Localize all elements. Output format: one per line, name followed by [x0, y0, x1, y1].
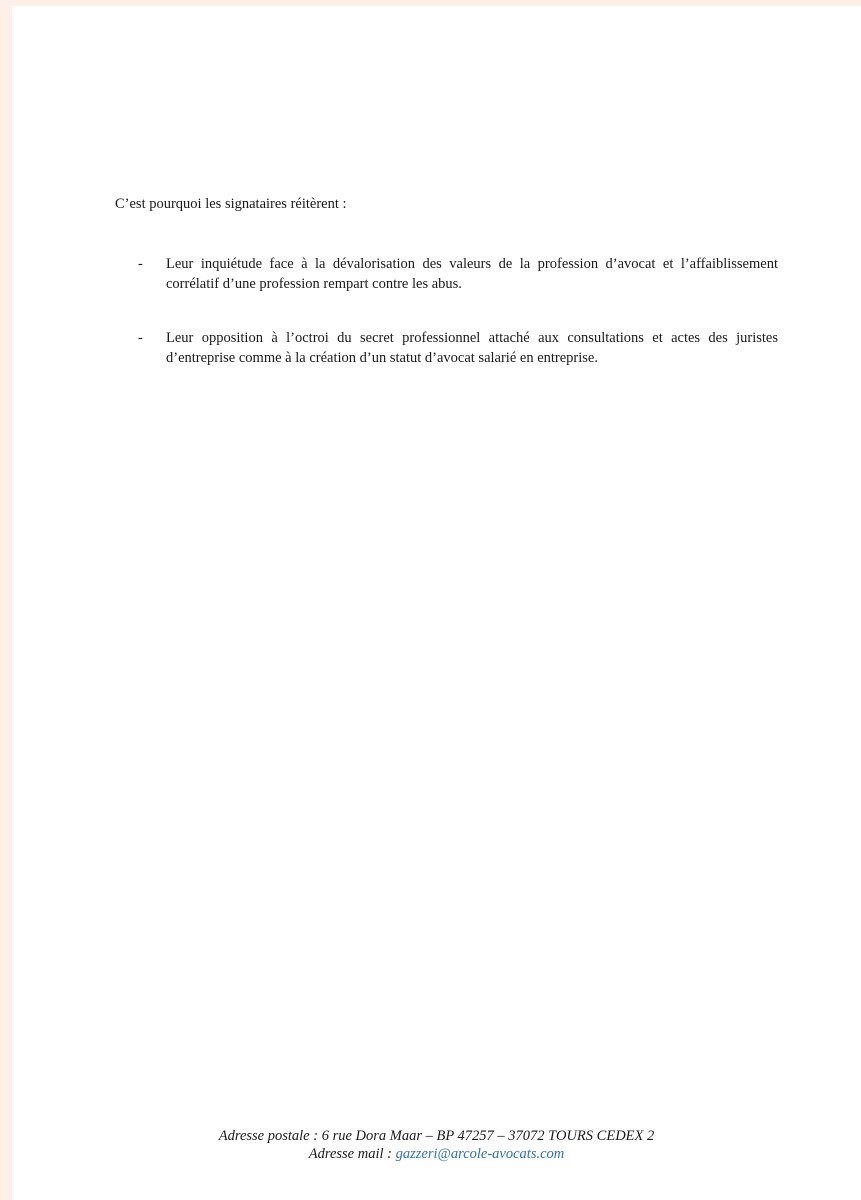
footer-mail-link[interactable]: gazzeri@arcole-avocats.com	[395, 1146, 565, 1162]
bullet-list	[138, 254, 778, 402]
list-item	[138, 328, 778, 368]
bullet-line: d’entreprise comme à la création d’un statut d’avocat salarié en entreprise.	[166, 350, 598, 366]
bullet-line: Leur opposition à l’octroi du secret professionnel attaché aux consultations et actes des juristes	[166, 330, 778, 346]
footer-mail-line	[12, 1145, 861, 1163]
footer-mail-label: Adresse mail :	[308, 1146, 396, 1162]
list-item	[138, 254, 778, 294]
bullet-line: corrélatif d’une profession rempart contre les abus.	[166, 276, 462, 292]
intro-paragraph: C’est pourquoi les signataires réitèrent :	[115, 196, 347, 212]
bullet-dash: -	[138, 330, 143, 346]
bullet-dash: -	[138, 256, 143, 272]
bullet-line: Leur inquiétude face à la dévalorisation des valeurs de la profession d’avocat et l’affaiblissement	[166, 256, 778, 272]
document-page	[12, 6, 861, 1200]
page-footer	[12, 1127, 861, 1163]
footer-postal-address: Adresse postale : 6 rue Dora Maar – BP 47257 – 37072 TOURS CEDEX 2	[218, 1128, 655, 1144]
